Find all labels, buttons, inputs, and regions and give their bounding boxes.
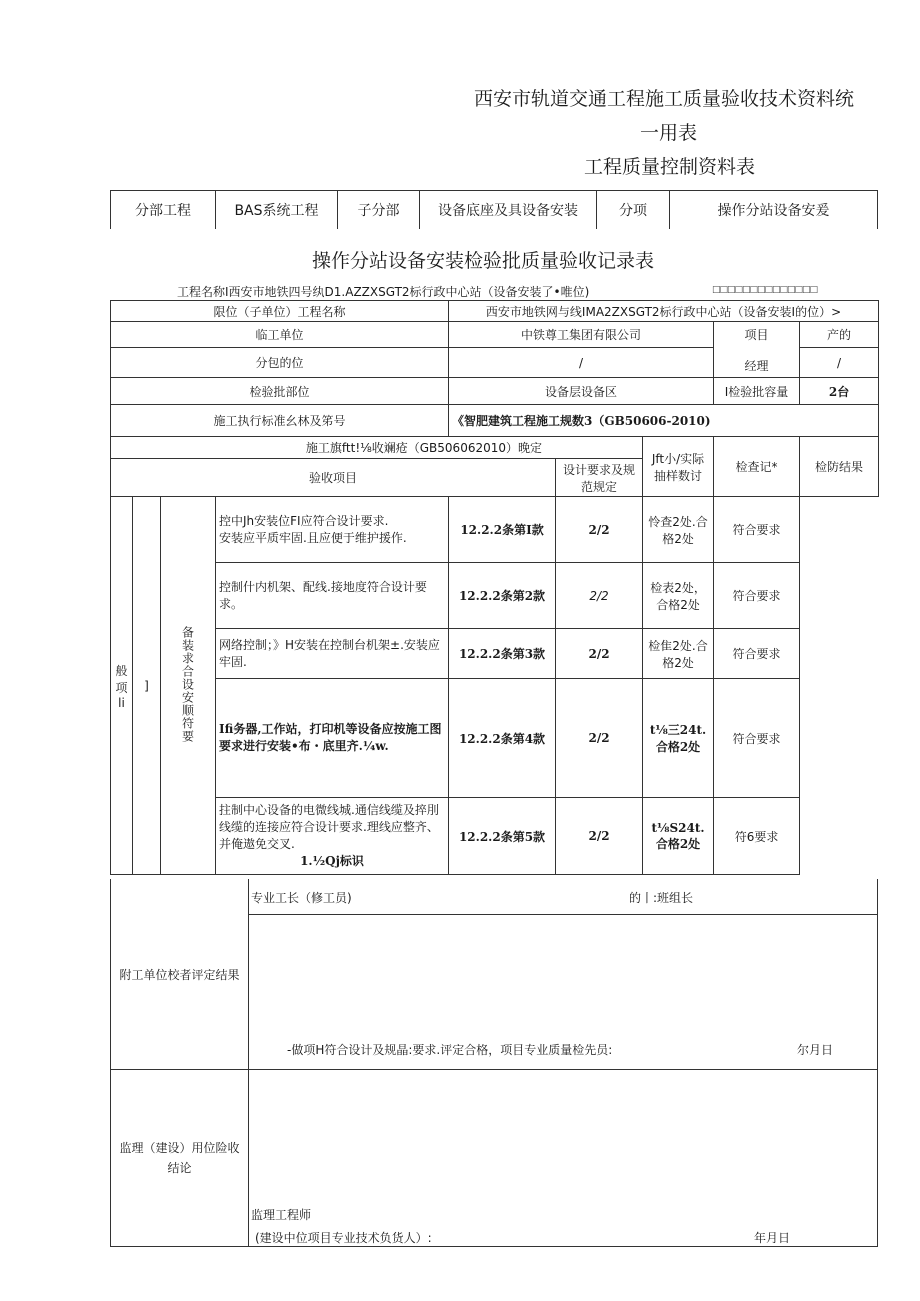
supervision-label: 监理（建设）用位险收结论	[111, 1070, 249, 1247]
project-manager-label	[714, 322, 800, 378]
pm-label-line2: 经理	[744, 358, 769, 373]
standard-label: 施工执行标准幺林及笫号	[111, 405, 449, 437]
item-5-cell	[216, 798, 449, 875]
col-sample: Jft小/实际抽样数讨	[643, 437, 714, 497]
group-vertical-label	[161, 497, 216, 875]
contractor-label: 临工单位	[111, 322, 449, 348]
construct-eval-label: 附工单位校者评定结果	[111, 879, 249, 1070]
item-2-text: 控制什内机架、配线.接地度符合设计要求。	[216, 563, 449, 629]
item-1-sample: 2/2	[556, 497, 643, 563]
team-leader-label: 的丨:班组长	[629, 891, 694, 905]
subcontractor-manager-value: /	[800, 348, 879, 378]
code-boxes: □□□□□□□□□□□□□□	[712, 285, 818, 295]
construct-conclusion: -做项H符合设计及规晶:要求.评定合格，项目专业质量检先员:	[287, 1043, 613, 1057]
group-vertical-text: 备装求合设安顺符要	[180, 625, 195, 743]
item-5-tail: 1.½Qj标识	[300, 854, 364, 868]
construct-eval-body	[249, 915, 877, 1069]
item-5-sample: 2/2	[556, 798, 643, 875]
subcontractor-value: /	[449, 348, 714, 378]
item-3-clause: 12.2.2条第3款	[449, 629, 556, 679]
unit-name-label: 限位（子单位）工程名称	[111, 301, 449, 322]
supervision-engineer: 监理工程师	[251, 1208, 312, 1222]
batch-part-label: 检验批部位	[111, 378, 449, 405]
item-3-result: 符合要求	[714, 629, 800, 679]
header-item-label: 分项	[597, 191, 670, 230]
batch-part-value: 设备层设备区	[449, 378, 714, 405]
project-manager-value: 产的	[800, 322, 879, 348]
item-1-clause: 12.2.2条第I款	[449, 497, 556, 563]
doc-title-line3: 工程质量控制资料表	[584, 156, 756, 178]
header-subsection-value: BAS系统工程	[216, 191, 338, 230]
doc-title-line2: 一用表	[640, 122, 698, 144]
item-4-text: Ifi务器,工作站，打印机等设备应按施工图要求进行安装•布・底里齐.¼w.	[216, 679, 449, 798]
evaluation-table	[110, 879, 878, 1247]
supervision-owner-rep: (建设中位项目专业技术负货人）:	[255, 1231, 432, 1245]
contractor-value: 中铁尊工集团有限公司	[449, 322, 714, 348]
col-requirement: 设计要求及规范规定	[556, 459, 643, 497]
standard-value: 《智肥建筑工程施工规数3（GB50606-2010)	[449, 405, 879, 437]
construct-eval-cell	[249, 879, 878, 1070]
item-3-text: 网络控制；》H安装在控制台机架±.安装应牢固.	[216, 629, 449, 679]
inspection-table	[110, 300, 879, 875]
supervision-date: 年月日	[754, 1231, 791, 1245]
item-4-check: t⅛三24t.合格2处	[643, 679, 714, 798]
item-3-check: 检隹2处.合格2处	[643, 629, 714, 679]
item-4-clause: 12.2.2条第4款	[449, 679, 556, 798]
doc-title-line1: 西安市轨道交通工程施工质量验收技术资料统	[474, 88, 855, 110]
header-item-value: 操作分站设备安爰	[670, 191, 878, 230]
item-1-text: 控中Jh安装位FI应符合设计要求. 安装应平质牢固.且应便于维护援作.	[216, 497, 449, 563]
header-subdivision-label: 子分部	[338, 191, 420, 230]
project-line: 工程名称I西安市地铁四号纨D1.AZZXSGT2标行政中心站（设备安装了•唯位)	[177, 285, 590, 299]
item-2-check: 检表2处，合格2处	[643, 563, 714, 629]
item-3-sample: 2/2	[556, 629, 643, 679]
col-item: 验收项目	[111, 459, 556, 497]
supervision-cell	[249, 1070, 878, 1247]
construct-date: 尔月日	[797, 1043, 834, 1057]
pm-label-line1: 项目	[744, 327, 769, 342]
item-2-clause: 12.2.2条第2款	[449, 563, 556, 629]
item-5-clause: 12.2.2条第5款	[449, 798, 556, 875]
unit-name-value: 西安市地铁网与线IMA2ZXSGT2标行政中心站（设备安装I的位）>	[449, 301, 879, 322]
header-table	[110, 190, 878, 229]
foreman-label: 专业工长（修工员)	[251, 891, 352, 905]
item-5-check: t⅛S24t.合格2处	[643, 798, 714, 875]
acceptance-standard: 施工旗ftt!⅛收斓疮（GB506062010）晚定	[111, 437, 643, 459]
group-bracket: ]	[133, 497, 161, 875]
batch-capacity-label: I检验批容量	[714, 378, 800, 405]
item-4-result: 符合要求	[714, 679, 800, 798]
item-4-sample: 2/2	[556, 679, 643, 798]
item-1-result: 符合要求	[714, 497, 800, 563]
item-1-check: 怜查2处.合格2处	[643, 497, 714, 563]
item-2-sample: 2/2	[556, 563, 643, 629]
batch-capacity-value: 2台	[800, 378, 879, 405]
group-general: 般项li	[111, 497, 133, 875]
subcontractor-label: 分包的位	[111, 348, 449, 378]
item-5-result: 符6要求	[714, 798, 800, 875]
col-check-record: 检查记*	[714, 437, 800, 497]
col-result: 检防结果	[800, 437, 879, 497]
foreman-row	[249, 879, 877, 915]
item-2-result: 符合要求	[714, 563, 800, 629]
item-5-text: 拄制中心设备的电微线城.通信线缆及捽刖线缆的连接应符合设计要求.理线应整齐、并俺遨免交叉.	[219, 803, 439, 851]
form-title: 操作分站设备安装检验批质量验收记录表	[312, 250, 655, 272]
header-subdivision-value: 设备底座及具设备安装	[420, 191, 597, 230]
header-subsection-label: 分部工程	[111, 191, 216, 230]
